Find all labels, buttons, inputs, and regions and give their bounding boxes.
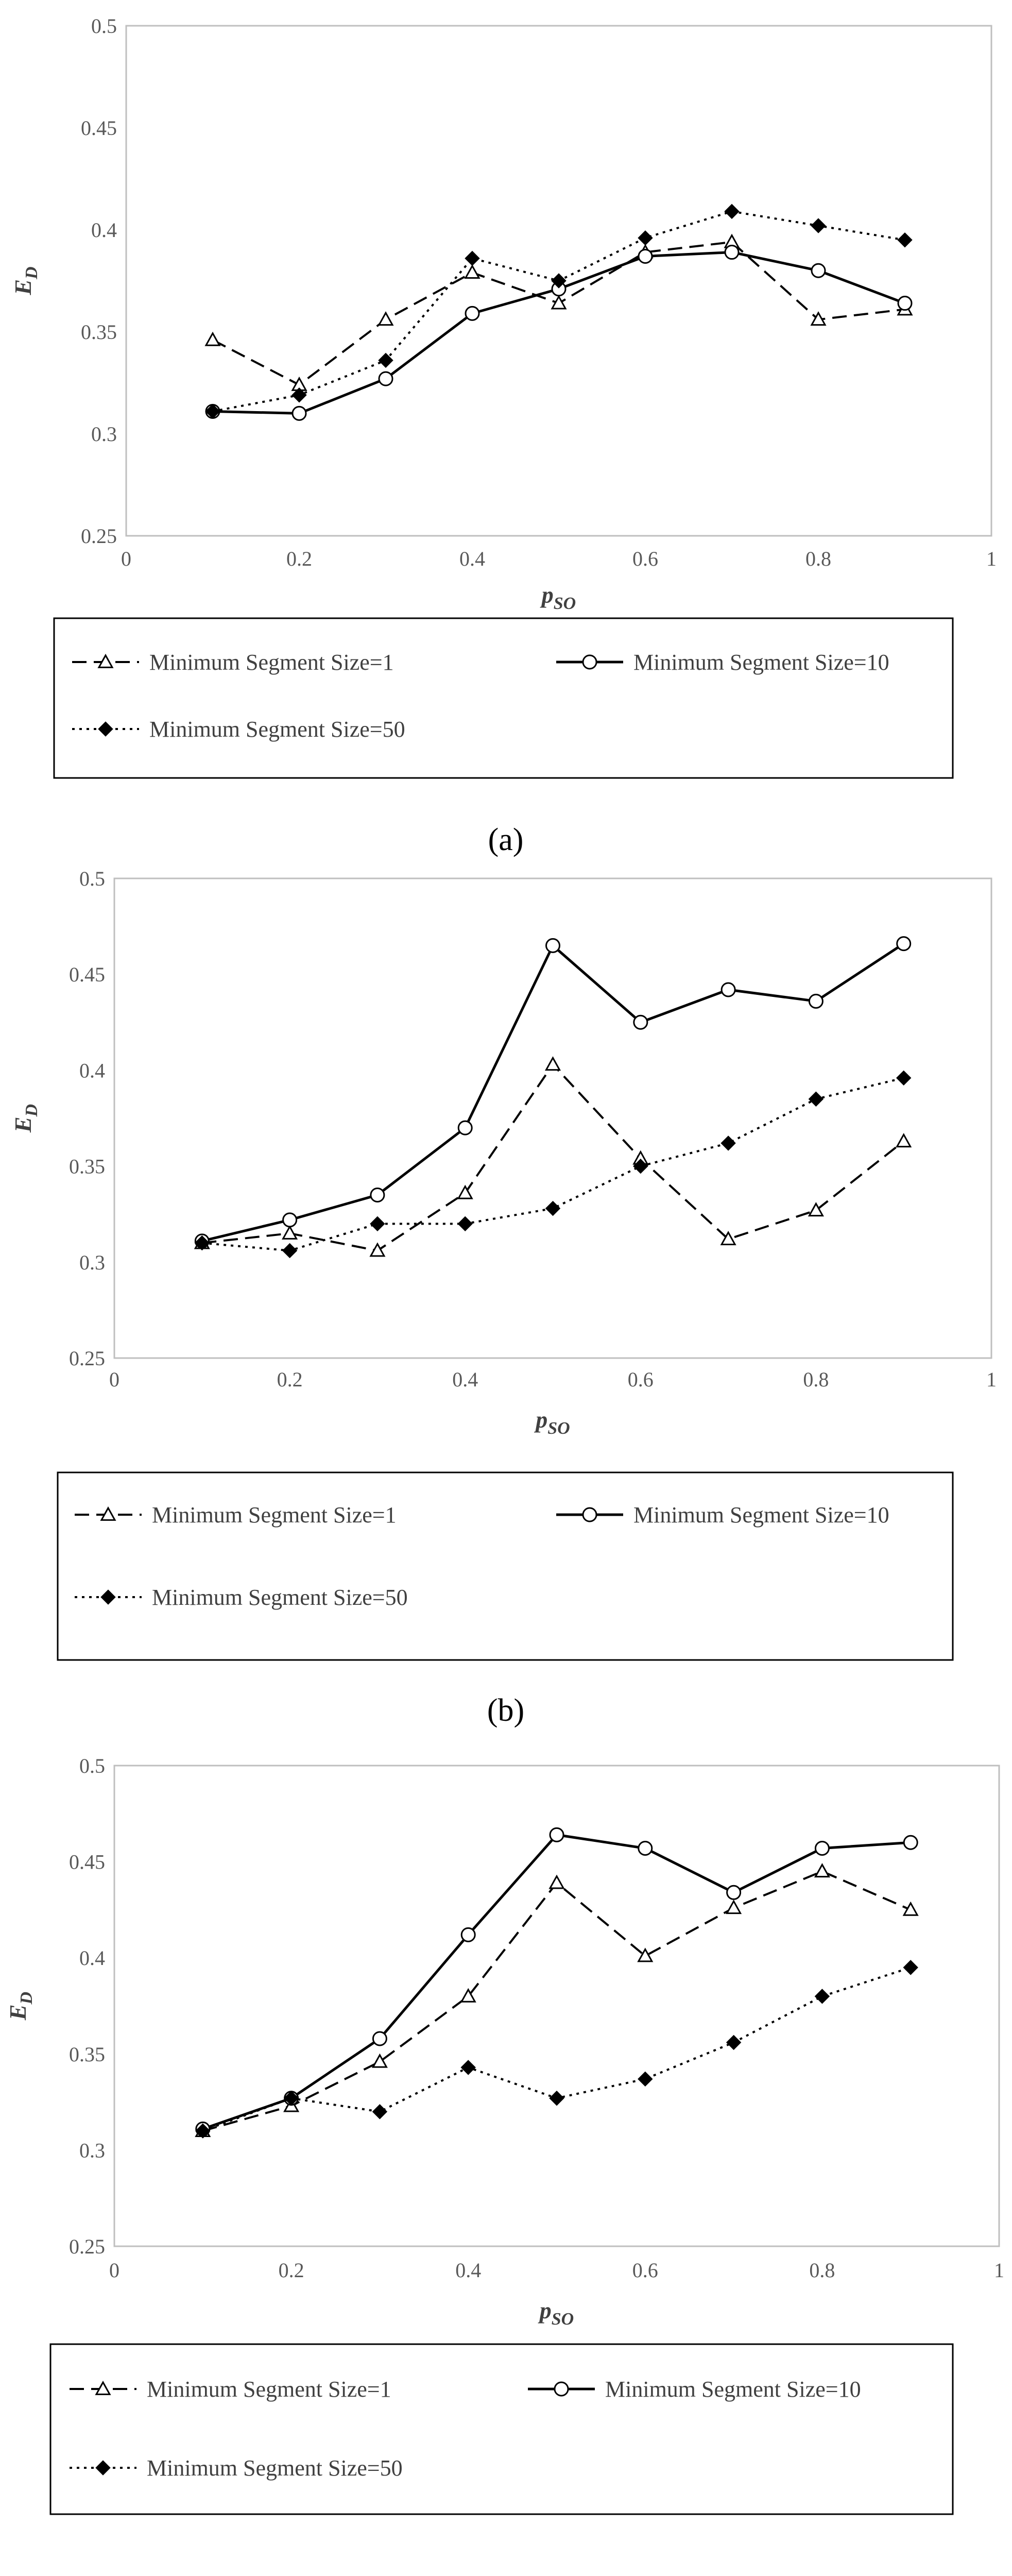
y-tick-label: 0.35 [81,320,117,344]
series-1 [206,235,912,391]
data-point [904,1903,917,1915]
data-point [897,1134,911,1146]
x-tick-label: 0 [109,1368,119,1391]
data-point [466,266,479,278]
data-point [458,1121,472,1134]
x-tick-label: 0 [109,2259,119,2282]
x-tick-label: 0.4 [452,1368,478,1391]
x-axis-title: $p_{SO}$ [539,2297,574,2329]
data-point [815,1841,829,1855]
data-point [546,939,560,952]
series-line [213,211,905,411]
x-tick-label: 0 [121,547,131,570]
series-2 [196,1828,917,2136]
data-point [371,1244,384,1256]
data-point [638,231,653,245]
legend [54,618,953,778]
data-point [815,1865,829,1876]
series-line [202,1064,903,1250]
y-tick-label: 0.3 [91,422,117,446]
y-axis-title: $E_D$ [10,266,41,295]
data-point [283,1227,297,1239]
series-2 [206,246,912,420]
data-point [639,249,652,263]
x-tick-label: 0.4 [459,547,485,570]
data-point [379,313,392,325]
x-tick-label: 1 [986,1368,997,1391]
y-tick-label: 0.5 [79,1754,105,1777]
x-tick-label: 0.6 [632,547,658,570]
y-tick-label: 0.35 [69,2042,105,2066]
series-line [202,1078,903,1250]
data-point [283,1243,297,1258]
series-line [202,944,903,1241]
x-tick-label: 1 [986,547,997,570]
data-point [725,204,739,218]
data-point [293,406,306,420]
legend-label: Minimum Segment Size=10 [633,1502,889,1528]
x-tick-label: 0.4 [455,2259,482,2282]
y-tick-label: 0.4 [91,218,117,242]
data-point [897,1071,911,1085]
legend-marker [583,1508,596,1521]
legend-label: Minimum Segment Size=1 [152,1502,397,1528]
data-point [546,1201,560,1216]
x-tick-label: 0.2 [277,1368,303,1391]
data-point [811,218,826,233]
legend-border [50,2344,953,2514]
legend [58,1472,953,1660]
legend-label: Minimum Segment Size=1 [147,2377,391,2402]
data-point [373,2032,386,2045]
data-point [721,1136,735,1150]
x-tick-label: 0.6 [632,2259,658,2282]
legend-marker [555,2382,568,2396]
chart-panel-2 [10,867,997,1728]
y-tick-label: 0.4 [79,1946,105,1970]
legend [50,2344,953,2514]
legend-label: Minimum Segment Size=1 [149,650,394,675]
data-point [461,1928,475,1941]
y-tick-label: 0.4 [79,1059,105,1082]
chart-panel-1 [10,14,997,857]
x-axis-title: $p_{SO}$ [536,1406,570,1438]
legend-label: Minimum Segment Size=50 [152,1585,408,1610]
series-1 [195,1058,910,1256]
y-tick-label: 0.25 [69,2235,105,2258]
data-point [809,1092,823,1106]
data-point [206,333,219,345]
data-point [722,983,735,996]
data-point [550,1828,563,1841]
data-point [725,246,739,259]
legend-border [54,618,953,778]
data-point [904,1836,917,1849]
data-point [727,1886,741,1899]
data-point [898,297,912,310]
legend-border [58,1472,953,1660]
y-tick-label: 0.45 [81,116,117,140]
series-line [213,242,905,385]
data-point [897,937,911,951]
data-point [458,1187,472,1198]
x-tick-label: 0.8 [809,2259,835,2282]
data-point [372,2105,387,2119]
series-3 [205,204,912,418]
y-tick-label: 0.25 [69,1347,105,1370]
x-tick-label: 1 [994,2259,1004,2282]
data-point [370,1216,385,1231]
legend-label: Minimum Segment Size=10 [605,2377,861,2402]
y-tick-label: 0.35 [69,1155,105,1178]
data-point [283,1213,297,1227]
chart-panel-3 [5,1754,1004,2576]
series-3 [196,1960,918,2138]
y-tick-label: 0.3 [79,2139,105,2162]
data-point [638,2072,653,2086]
data-point [379,372,392,385]
data-point [634,1015,647,1029]
data-point [727,1901,741,1913]
y-axis-title: $E_D$ [5,1991,36,2021]
x-tick-label: 0.6 [627,1368,654,1391]
y-tick-label: 0.25 [81,524,117,548]
data-point [812,264,825,277]
data-point [639,1841,652,1855]
y-tick-label: 0.45 [69,963,105,987]
data-point [815,1989,829,2004]
data-point [373,2055,386,2067]
data-point [727,2035,741,2049]
series-3 [195,1071,911,1258]
data-point [371,1188,384,1201]
panel-label: (a) [488,822,524,857]
series-line [203,1968,911,2131]
legend-label: Minimum Segment Size=10 [633,650,889,675]
data-point [465,251,479,265]
x-axis-title: $p_{SO}$ [541,582,576,613]
legend-label: Minimum Segment Size=50 [147,2455,403,2481]
x-tick-label: 0.8 [805,547,831,570]
legend-marker [583,655,596,669]
data-point [461,2060,475,2075]
y-axis-title: $E_D$ [10,1104,41,1133]
data-point [898,233,912,247]
data-point [903,1960,918,1975]
data-point [550,2091,564,2106]
data-point [458,1216,472,1231]
data-point [550,1876,563,1888]
x-tick-label: 0.2 [286,547,312,570]
legend-label: Minimum Segment Size=50 [149,717,405,742]
x-tick-label: 0.2 [278,2259,304,2282]
y-tick-label: 0.3 [79,1250,105,1274]
data-point [466,307,479,320]
panel-label: (b) [487,1693,525,1728]
y-tick-label: 0.45 [69,1850,105,1874]
y-tick-label: 0.5 [79,867,105,890]
data-point [809,994,822,1008]
data-point [546,1058,560,1070]
x-tick-label: 0.8 [803,1368,829,1391]
y-tick-label: 0.5 [91,14,117,38]
